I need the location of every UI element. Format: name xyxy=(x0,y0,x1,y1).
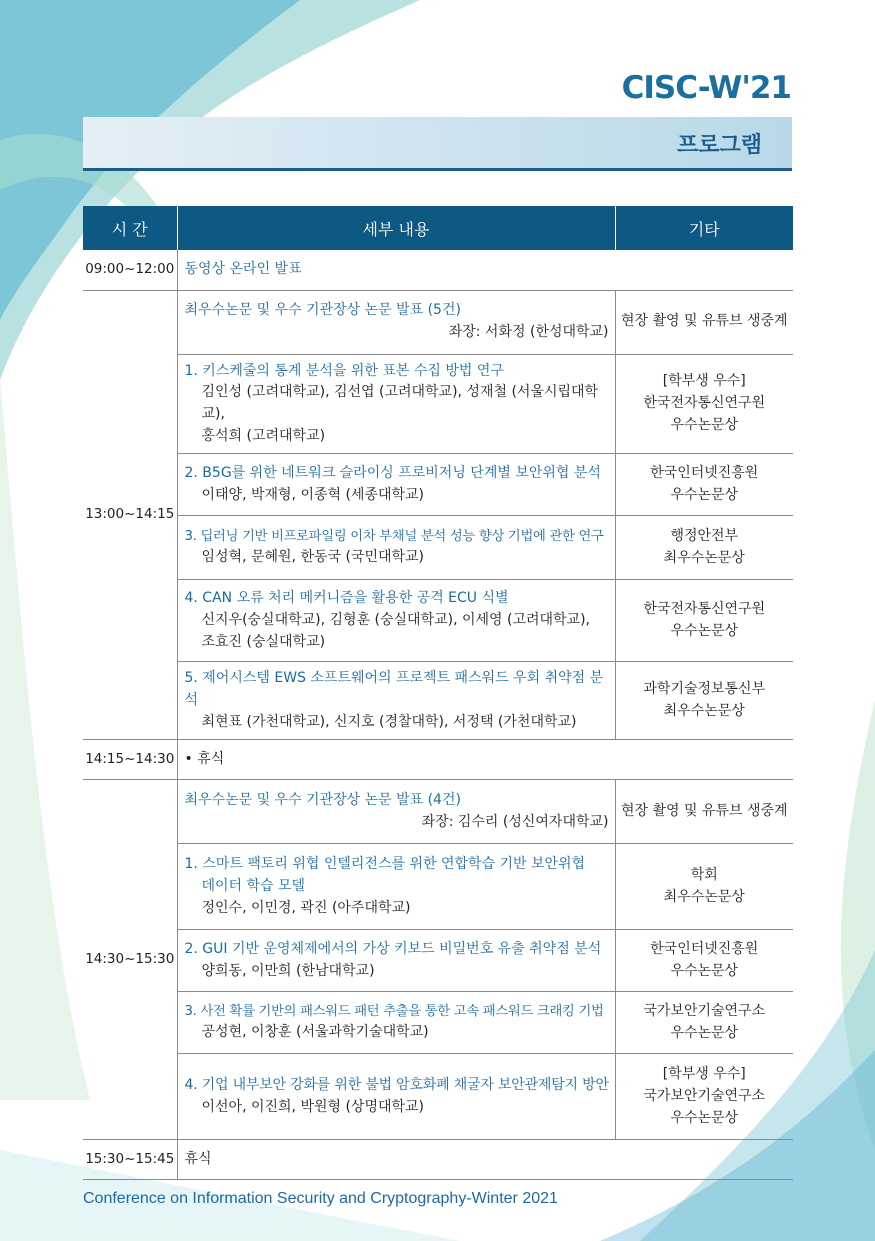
paper-title: 5. 제어시스템 EWS 소프트웨어의 프로젝트 패스워드 우회 취약점 분석 xyxy=(184,670,604,708)
award-cell xyxy=(615,516,793,580)
paper-authors: 김인성 (고려대학교), 김선엽 (고려대학교), 성재철 (서울시립대학교), xyxy=(201,384,599,422)
award-line: 한국인터넷진흥원 xyxy=(650,465,759,482)
award-line: 최우수논문상 xyxy=(663,549,745,566)
award-cell xyxy=(615,1054,793,1140)
page-title: 프로그램 xyxy=(676,133,762,158)
table-row xyxy=(83,844,793,930)
award-line: 우수논문상 xyxy=(670,416,739,433)
paper-authors: 이선아, 이진희, 박원형 (상명대학교) xyxy=(201,1098,425,1115)
award-cell xyxy=(615,580,793,662)
session-header-row xyxy=(83,290,793,354)
award-line: 우수논문상 xyxy=(670,622,739,639)
table-row xyxy=(83,516,793,580)
time-cell: 09:00~12:00 xyxy=(83,250,177,290)
paper-authors: 임성혁, 문혜원, 한동국 (국민대학교) xyxy=(201,549,425,566)
award-line: 최우수논문상 xyxy=(663,702,745,719)
brand-logo: CISC-W'21 xyxy=(621,70,791,106)
paper-title: 4. CAN 오류 처리 메커니즘을 활용한 공격 ECU 식별 xyxy=(184,590,509,607)
session-title: 최우수논문 및 우수 기관장상 논문 발표 (4건) xyxy=(184,792,461,809)
paper-authors: 최현표 (가천대학교), 신지호 (경찰대학), 서정택 (가천대학교) xyxy=(201,713,577,730)
table-row xyxy=(83,1054,793,1140)
table-row xyxy=(83,930,793,992)
content-cell: 동영상 온라인 발표 xyxy=(177,250,793,290)
time-cell: 15:30~15:45 xyxy=(83,1140,177,1180)
table-row xyxy=(83,354,793,454)
session-chair: 좌장: 서화정 (한성대학교) xyxy=(448,324,609,340)
paper-authors: 이태양, 박재형, 이종혁 (세종대학교) xyxy=(201,486,425,503)
paper-title: 2. B5G를 위한 네트워크 슬라이싱 프로비저닝 단계별 보안위협 분석 xyxy=(184,465,601,482)
award-line: 한국전자통신연구원 xyxy=(643,601,766,618)
award-line: 국가보안기술연구소 xyxy=(643,1003,766,1020)
paper-authors: 양희동, 이만희 (한남대학교) xyxy=(201,962,375,979)
paper-title: 1. 스마트 팩토리 위협 인텔리전스를 위한 연합학습 기반 보안위협 xyxy=(184,856,586,873)
session-title-cell xyxy=(177,780,615,844)
break-cell: 휴식 xyxy=(177,1140,793,1180)
time-cell: 14:15~14:30 xyxy=(83,740,177,780)
paper-authors: 조효진 (숭실대학교) xyxy=(201,633,326,650)
award-line: 국가보안기술연구소 xyxy=(643,1087,766,1104)
time-cell: 14:30~15:30 xyxy=(83,780,177,1140)
award-cell xyxy=(615,844,793,930)
paper-title: 3. 사전 확률 기반의 패스워드 패턴 추출을 통한 고속 패스워드 크래킹 기법 xyxy=(184,1003,604,1019)
paper-authors: 신지우(숭실대학교), 김형훈 (숭실대학교), 이세영 (고려대학교), xyxy=(201,611,590,628)
paper-cell xyxy=(177,930,615,992)
award-line: 우수논문상 xyxy=(670,962,739,979)
header-time: 시 간 xyxy=(83,206,177,250)
award-line: 한국인터넷진흥원 xyxy=(650,941,759,958)
paper-title: 3. 딥러닝 기반 비프로파일링 이차 부채널 분석 성능 향상 기법에 관한 연구 xyxy=(184,528,604,544)
header-note: 기타 xyxy=(615,206,793,250)
note-cell: 현장 촬영 및 유튜브 생중계 xyxy=(615,290,793,354)
table-header xyxy=(83,206,793,250)
award-line: 한국전자통신연구원 xyxy=(643,395,766,412)
session-title-cell xyxy=(177,290,615,354)
paper-title: 1. 키스케줄의 통계 분석을 위한 표본 수집 방법 연구 xyxy=(184,362,504,379)
award-line: 행정안전부 xyxy=(670,528,739,545)
paper-cell xyxy=(177,1054,615,1140)
note-cell: 현장 촬영 및 유튜브 생중계 xyxy=(615,780,793,844)
award-line: 최우수논문상 xyxy=(663,888,745,905)
paper-title: 4. 기업 내부보안 강화를 위한 불법 암호화폐 채굴자 보안관제탐지 방안 xyxy=(184,1077,609,1094)
paper-authors: 홍석희 (고려대학교) xyxy=(201,427,326,444)
award-line: 우수논문상 xyxy=(670,486,739,503)
table-row xyxy=(83,454,793,516)
break-row xyxy=(83,1140,793,1180)
break-cell: • 휴식 xyxy=(177,740,793,780)
award-line: [학부생 우수] xyxy=(662,1066,746,1083)
award-cell xyxy=(615,992,793,1054)
paper-cell xyxy=(177,354,615,454)
time-cell: 13:00~14:15 xyxy=(83,290,177,740)
paper-cell xyxy=(177,662,615,740)
award-cell xyxy=(615,662,793,740)
header-content: 세부 내용 xyxy=(177,206,615,250)
session-chair: 좌장: 김수리 (성신여자대학교) xyxy=(421,813,609,830)
paper-cell xyxy=(177,516,615,580)
session-header-row xyxy=(83,780,793,844)
paper-cell xyxy=(177,844,615,930)
break-row xyxy=(83,740,793,780)
title-band xyxy=(83,117,792,171)
award-line: 과학기술정보통신부 xyxy=(643,681,766,698)
award-line: 우수논문상 xyxy=(670,1024,739,1041)
paper-cell xyxy=(177,992,615,1054)
award-line: 학회 xyxy=(690,867,718,884)
paper-title-cont: 데이터 학습 모델 xyxy=(201,877,306,894)
table-row xyxy=(83,580,793,662)
award-cell xyxy=(615,454,793,516)
footer-text: Conference on Information Security and Cryptography-Winter 2021 xyxy=(83,1190,558,1207)
session-title: 최우수논문 및 우수 기관장상 논문 발표 (5건) xyxy=(184,302,461,319)
award-line: 우수논문상 xyxy=(670,1109,739,1126)
award-cell xyxy=(615,930,793,992)
table-row xyxy=(83,250,793,290)
paper-cell xyxy=(177,454,615,516)
paper-authors: 정인수, 이민경, 곽진 (아주대학교) xyxy=(201,899,411,916)
paper-authors: 공성현, 이창훈 (서울과학기술대학교) xyxy=(201,1024,429,1041)
paper-cell xyxy=(177,580,615,662)
paper-title: 2. GUI 기반 운영체제에서의 가상 키보드 비밀번호 유출 취약점 분석 xyxy=(184,941,602,958)
program-table xyxy=(83,206,793,1180)
award-cell xyxy=(615,354,793,454)
table-row xyxy=(83,992,793,1054)
table-row xyxy=(83,662,793,740)
award-line: [학부생 우수] xyxy=(662,373,746,390)
